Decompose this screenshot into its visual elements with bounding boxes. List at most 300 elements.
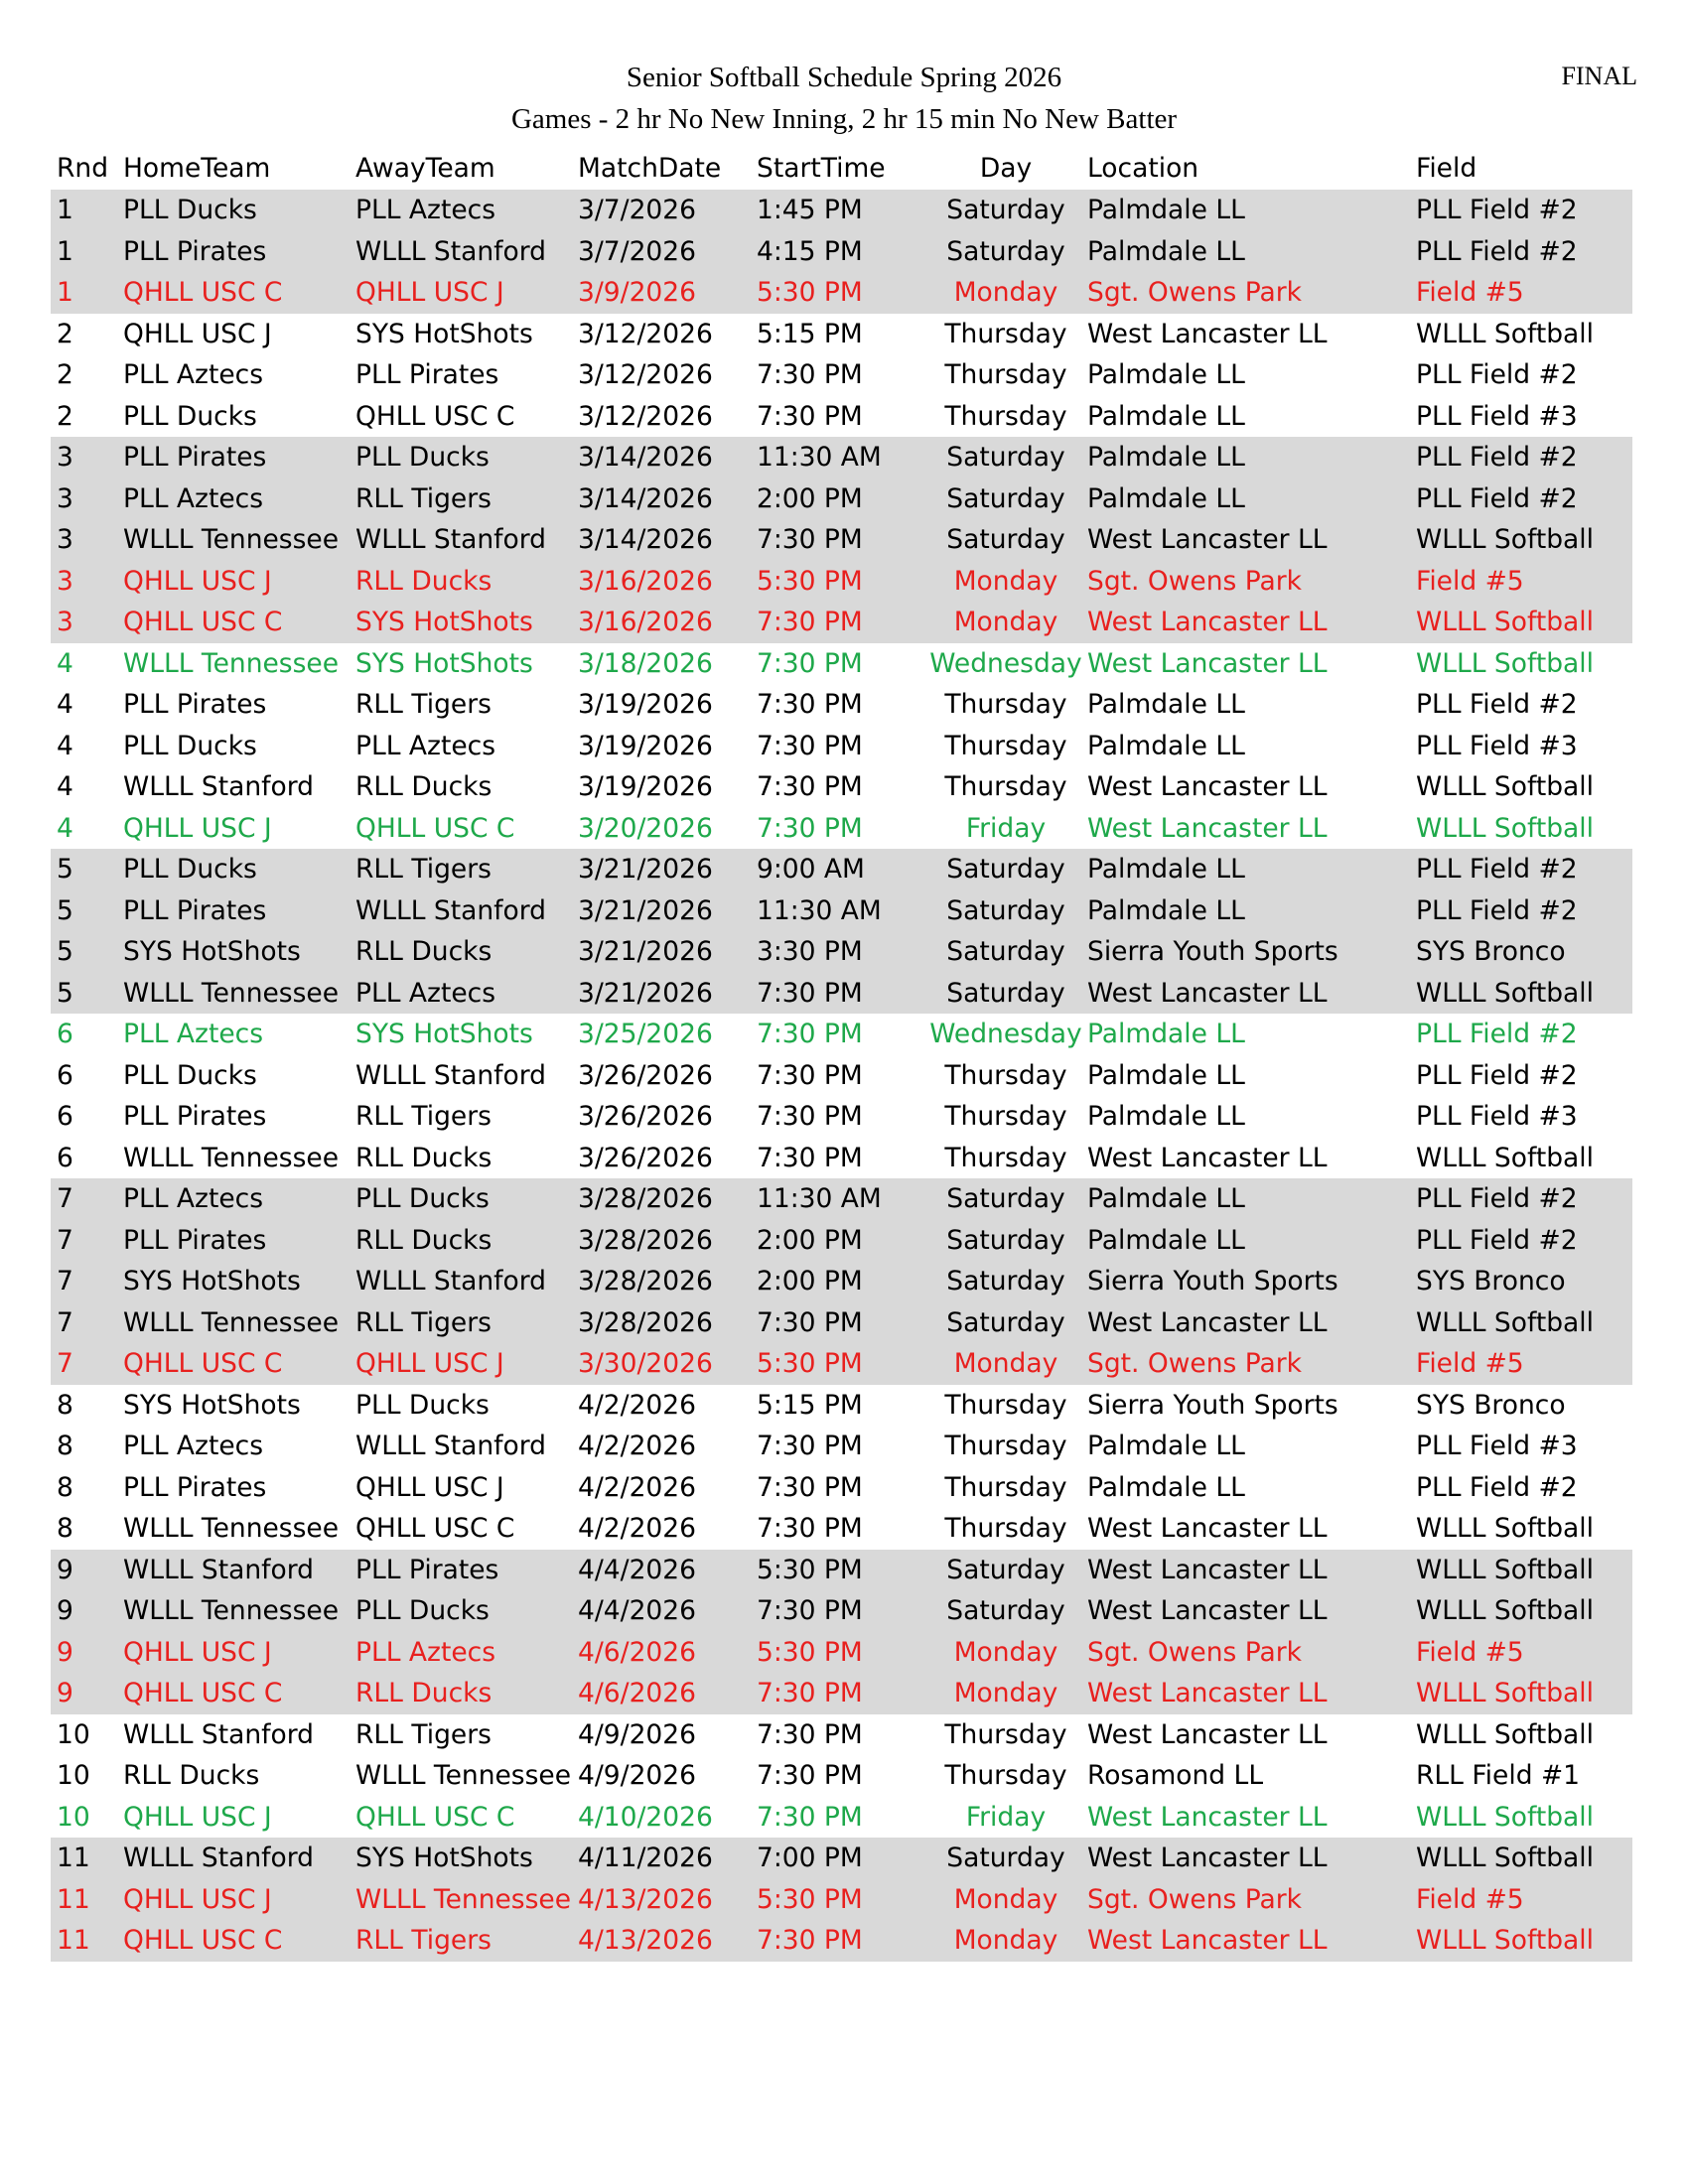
table-row — [51, 1178, 1632, 1220]
away-team-cell: WLLL Stanford — [355, 1059, 546, 1091]
round-cell: 4 — [57, 689, 73, 720]
start-time-cell: 1:45 PM — [757, 195, 863, 225]
day-cell: Monday — [953, 1348, 1058, 1379]
round-cell: 3 — [57, 482, 73, 514]
match-date-cell: 3/25/2026 — [578, 1019, 713, 1049]
location-cell: West Lancaster LL — [1087, 1554, 1328, 1585]
match-date-cell: 3/26/2026 — [578, 1059, 713, 1091]
start-time-cell: 7:30 PM — [757, 1101, 863, 1132]
day-cell: Thursday — [944, 689, 1067, 720]
match-date-cell: 4/2/2026 — [578, 1389, 697, 1421]
match-date-cell: 3/28/2026 — [578, 1306, 713, 1338]
location-cell: Sgt. Owens Park — [1087, 1883, 1303, 1915]
away-team-cell: QHLL USC C — [355, 1801, 515, 1833]
home-team-cell: WLLL Stanford — [123, 1718, 314, 1750]
round-cell: 9 — [57, 1595, 73, 1626]
table-row — [51, 272, 1632, 314]
day-cell: Saturday — [946, 482, 1065, 514]
day-cell: Saturday — [946, 1266, 1065, 1297]
field-cell: WLLL Softball — [1416, 1678, 1594, 1708]
away-team-cell: PLL Pirates — [355, 359, 499, 390]
table-row — [51, 1343, 1632, 1385]
start-time-cell: 7:30 PM — [757, 1718, 863, 1750]
home-team-cell: PLL Pirates — [123, 894, 267, 926]
away-team-cell: RLL Tigers — [355, 1925, 492, 1956]
round-cell: 7 — [57, 1224, 73, 1256]
field-cell: SYS Bronco — [1416, 1266, 1566, 1297]
location-cell: Palmdale LL — [1087, 1431, 1245, 1461]
home-team-cell: WLLL Tennessee — [123, 1595, 340, 1626]
start-time-cell: 3:30 PM — [757, 936, 863, 967]
start-time-cell: 5:30 PM — [757, 1348, 863, 1379]
location-cell: West Lancaster LL — [1087, 607, 1328, 637]
table-row — [51, 1508, 1632, 1550]
match-date-cell: 3/18/2026 — [578, 647, 713, 679]
field-cell: WLLL Softball — [1416, 1843, 1594, 1873]
table-row — [51, 1385, 1632, 1427]
day-cell: Friday — [965, 812, 1047, 844]
table-row — [51, 643, 1632, 685]
away-team-cell: SYS HotShots — [355, 1019, 533, 1049]
location-cell: Sgt. Owens Park — [1087, 1348, 1303, 1379]
start-time-cell: 7:30 PM — [757, 524, 863, 555]
away-team-cell: QHLL USC J — [355, 1348, 504, 1379]
day-cell: Thursday — [944, 1142, 1067, 1173]
match-date-cell: 4/10/2026 — [578, 1801, 713, 1833]
round-cell: 3 — [57, 607, 73, 637]
home-team-cell: WLLL Tennessee — [123, 647, 340, 679]
field-cell: Field #5 — [1416, 1636, 1524, 1668]
match-date-cell: 3/19/2026 — [578, 689, 713, 720]
home-team-cell: SYS HotShots — [123, 1266, 301, 1297]
home-team-cell: WLLL Tennessee — [123, 1306, 340, 1338]
table-row — [51, 602, 1632, 643]
location-cell: Palmdale LL — [1087, 195, 1245, 225]
away-team-cell: RLL Tigers — [355, 1101, 492, 1132]
location-cell: West Lancaster LL — [1087, 1678, 1328, 1708]
match-date-cell: 3/28/2026 — [578, 1266, 713, 1297]
day-cell: Monday — [953, 1925, 1058, 1956]
location-cell: West Lancaster LL — [1087, 1142, 1328, 1173]
start-time-cell: 7:30 PM — [757, 1760, 863, 1791]
start-time-cell: 7:30 PM — [757, 359, 863, 390]
location-cell: Palmdale LL — [1087, 442, 1245, 473]
field-cell: PLL Field #2 — [1416, 482, 1578, 514]
day-cell: Monday — [953, 1678, 1058, 1708]
home-team-cell: QHLL USC J — [123, 1801, 272, 1833]
location-cell: Palmdale LL — [1087, 1019, 1245, 1049]
home-team-cell: PLL Ducks — [123, 195, 257, 225]
match-date-cell: 3/12/2026 — [578, 400, 713, 432]
table-row — [51, 314, 1632, 355]
start-time-cell: 7:30 PM — [757, 1059, 863, 1091]
start-time-cell: 5:30 PM — [757, 1883, 863, 1915]
start-time-cell: 11:30 AM — [757, 894, 882, 926]
round-cell: 6 — [57, 1059, 73, 1091]
field-cell: WLLL Softball — [1416, 1718, 1594, 1750]
location-cell: Palmdale LL — [1087, 1224, 1245, 1256]
table-row — [51, 1755, 1632, 1797]
start-time-cell: 5:30 PM — [757, 565, 863, 597]
field-cell: RLL Field #1 — [1416, 1760, 1581, 1791]
field-cell: Field #5 — [1416, 277, 1524, 308]
home-team-cell: QHLL USC C — [123, 1925, 283, 1956]
home-team-cell: RLL Ducks — [123, 1760, 260, 1791]
table-row — [51, 437, 1632, 478]
round-cell: 6 — [57, 1142, 73, 1173]
table-row — [51, 1714, 1632, 1756]
match-date-cell: 3/26/2026 — [578, 1142, 713, 1173]
start-time-cell: 7:30 PM — [757, 647, 863, 679]
round-cell: 6 — [57, 1101, 73, 1132]
away-team-cell: PLL Aztecs — [355, 730, 496, 761]
location-cell: Palmdale LL — [1087, 400, 1245, 432]
round-cell: 5 — [57, 894, 73, 926]
home-team-cell: PLL Pirates — [123, 1101, 267, 1132]
day-cell: Thursday — [944, 318, 1067, 349]
table-row — [51, 1302, 1632, 1344]
match-date-cell: 4/13/2026 — [578, 1925, 713, 1956]
field-cell: WLLL Softball — [1416, 1513, 1594, 1544]
round-cell: 7 — [57, 1183, 73, 1214]
away-team-cell: PLL Aztecs — [355, 1636, 496, 1668]
day-cell: Monday — [953, 1883, 1058, 1915]
away-team-cell: WLLL Stanford — [355, 894, 546, 926]
location-cell: Palmdale LL — [1087, 359, 1245, 390]
field-cell: PLL Field #2 — [1416, 442, 1578, 473]
day-cell: Friday — [965, 1801, 1047, 1833]
table-row — [51, 231, 1632, 273]
away-team-cell: QHLL USC C — [355, 812, 515, 844]
away-team-cell: QHLL USC J — [355, 1471, 504, 1503]
day-cell: Saturday — [946, 936, 1065, 967]
round-cell: 7 — [57, 1348, 73, 1379]
home-team-cell: PLL Pirates — [123, 689, 267, 720]
field-cell: PLL Field #2 — [1416, 1059, 1578, 1091]
match-date-cell: 3/19/2026 — [578, 730, 713, 761]
field-cell: WLLL Softball — [1416, 647, 1594, 679]
home-team-cell: PLL Ducks — [123, 730, 257, 761]
location-cell: Sgt. Owens Park — [1087, 277, 1303, 308]
field-cell: WLLL Softball — [1416, 1801, 1594, 1833]
match-date-cell: 3/21/2026 — [578, 936, 713, 967]
table-row — [51, 1673, 1632, 1714]
column-header-field: Field — [1416, 153, 1477, 184]
day-cell: Saturday — [946, 235, 1065, 267]
table-row — [51, 478, 1632, 520]
day-cell: Thursday — [944, 1389, 1067, 1421]
away-team-cell: WLLL Stanford — [355, 235, 546, 267]
field-cell: PLL Field #3 — [1416, 730, 1578, 761]
start-time-cell: 4:15 PM — [757, 235, 863, 267]
match-date-cell: 4/2/2026 — [578, 1471, 697, 1503]
home-team-cell: WLLL Tennessee — [123, 1142, 340, 1173]
field-cell: PLL Field #2 — [1416, 1471, 1578, 1503]
round-cell: 3 — [57, 565, 73, 597]
match-date-cell: 3/21/2026 — [578, 977, 713, 1009]
location-cell: West Lancaster LL — [1087, 1718, 1328, 1750]
home-team-cell: SYS HotShots — [123, 1389, 301, 1421]
match-date-cell: 3/30/2026 — [578, 1348, 713, 1379]
home-team-cell: PLL Ducks — [123, 854, 257, 885]
away-team-cell: WLLL Tennessee — [355, 1760, 572, 1791]
location-cell: Palmdale LL — [1087, 894, 1245, 926]
day-cell: Thursday — [944, 359, 1067, 390]
away-team-cell: RLL Tigers — [355, 1306, 492, 1338]
day-cell: Monday — [953, 1636, 1058, 1668]
day-cell: Thursday — [944, 771, 1067, 802]
home-team-cell: PLL Aztecs — [123, 1019, 264, 1049]
away-team-cell: PLL Ducks — [355, 1389, 490, 1421]
start-time-cell: 7:30 PM — [757, 1019, 863, 1049]
match-date-cell: 3/14/2026 — [578, 442, 713, 473]
column-header-start-time: StartTime — [757, 153, 886, 184]
start-time-cell: 7:30 PM — [757, 1513, 863, 1544]
location-cell: Palmdale LL — [1087, 1471, 1245, 1503]
table-row — [51, 1879, 1632, 1921]
field-cell: PLL Field #3 — [1416, 1431, 1578, 1461]
start-time-cell: 7:30 PM — [757, 1925, 863, 1956]
home-team-cell: PLL Aztecs — [123, 1183, 264, 1214]
table-row — [51, 1261, 1632, 1302]
day-cell: Thursday — [944, 1471, 1067, 1503]
home-team-cell: QHLL USC C — [123, 1348, 283, 1379]
match-date-cell: 3/21/2026 — [578, 854, 713, 885]
round-cell: 9 — [57, 1678, 73, 1708]
away-team-cell: RLL Ducks — [355, 771, 492, 802]
away-team-cell: PLL Ducks — [355, 1595, 490, 1626]
table-row — [51, 931, 1632, 973]
day-cell: Thursday — [944, 1718, 1067, 1750]
table-row — [51, 808, 1632, 850]
day-cell: Saturday — [946, 1183, 1065, 1214]
match-date-cell: 4/4/2026 — [578, 1554, 697, 1585]
home-team-cell: PLL Aztecs — [123, 359, 264, 390]
location-cell: West Lancaster LL — [1087, 1843, 1328, 1873]
table-row — [51, 1632, 1632, 1674]
field-cell: WLLL Softball — [1416, 607, 1594, 637]
table-row — [51, 1138, 1632, 1179]
table-row — [51, 1426, 1632, 1467]
day-cell: Thursday — [944, 730, 1067, 761]
location-cell: West Lancaster LL — [1087, 977, 1328, 1009]
table-row — [51, 1590, 1632, 1632]
home-team-cell: QHLL USC J — [123, 565, 272, 597]
round-cell: 2 — [57, 318, 73, 349]
table-row — [51, 1467, 1632, 1509]
home-team-cell: QHLL USC J — [123, 812, 272, 844]
start-time-cell: 7:30 PM — [757, 812, 863, 844]
location-cell: Sgt. Owens Park — [1087, 1636, 1303, 1668]
home-team-cell: PLL Aztecs — [123, 482, 264, 514]
match-date-cell: 4/2/2026 — [578, 1431, 697, 1461]
away-team-cell: QHLL USC C — [355, 1513, 515, 1544]
field-cell: WLLL Softball — [1416, 1925, 1594, 1956]
location-cell: West Lancaster LL — [1087, 1801, 1328, 1833]
table-row — [51, 684, 1632, 726]
round-cell: 9 — [57, 1554, 73, 1585]
round-cell: 11 — [57, 1925, 90, 1956]
day-cell: Thursday — [944, 1101, 1067, 1132]
day-cell: Saturday — [946, 1595, 1065, 1626]
location-cell: West Lancaster LL — [1087, 1925, 1328, 1956]
table-row — [51, 396, 1632, 438]
away-team-cell: PLL Ducks — [355, 1183, 490, 1214]
match-date-cell: 3/14/2026 — [578, 482, 713, 514]
round-cell: 3 — [57, 442, 73, 473]
day-cell: Saturday — [946, 195, 1065, 225]
field-cell: PLL Field #2 — [1416, 1224, 1578, 1256]
page-subtitle: Games - 2 hr No New Inning, 2 hr 15 min No New Batter — [510, 103, 1178, 135]
start-time-cell: 7:30 PM — [757, 771, 863, 802]
round-cell: 1 — [57, 195, 73, 225]
away-team-cell: SYS HotShots — [355, 647, 533, 679]
field-cell: WLLL Softball — [1416, 1554, 1594, 1585]
location-cell: Palmdale LL — [1087, 689, 1245, 720]
away-team-cell: PLL Aztecs — [355, 195, 496, 225]
field-cell: SYS Bronco — [1416, 1389, 1566, 1421]
day-cell: Wednesday — [929, 1019, 1082, 1049]
away-team-cell: RLL Tigers — [355, 482, 492, 514]
table-row — [51, 766, 1632, 808]
match-date-cell: 3/16/2026 — [578, 565, 713, 597]
home-team-cell: PLL Ducks — [123, 1059, 257, 1091]
match-date-cell: 3/12/2026 — [578, 359, 713, 390]
match-date-cell: 3/21/2026 — [578, 894, 713, 926]
start-time-cell: 7:30 PM — [757, 1306, 863, 1338]
match-date-cell: 3/28/2026 — [578, 1183, 713, 1214]
round-cell: 11 — [57, 1883, 90, 1915]
location-cell: West Lancaster LL — [1087, 318, 1328, 349]
home-team-cell: PLL Pirates — [123, 442, 267, 473]
day-cell: Thursday — [944, 1431, 1067, 1461]
home-team-cell: WLLL Stanford — [123, 1843, 314, 1873]
field-cell: WLLL Softball — [1416, 318, 1594, 349]
away-team-cell: WLLL Stanford — [355, 524, 546, 555]
location-cell: Palmdale LL — [1087, 854, 1245, 885]
away-team-cell: RLL Ducks — [355, 565, 492, 597]
away-team-cell: QHLL USC J — [355, 277, 504, 308]
day-cell: Saturday — [946, 977, 1065, 1009]
home-team-cell: PLL Aztecs — [123, 1431, 264, 1461]
match-date-cell: 3/7/2026 — [578, 235, 697, 267]
round-cell: 10 — [57, 1801, 90, 1833]
field-cell: SYS Bronco — [1416, 936, 1566, 967]
table-row — [51, 1550, 1632, 1591]
location-cell: Palmdale LL — [1087, 1059, 1245, 1091]
round-cell: 8 — [57, 1389, 73, 1421]
start-time-cell: 5:30 PM — [757, 1554, 863, 1585]
start-time-cell: 7:30 PM — [757, 1431, 863, 1461]
start-time-cell: 7:30 PM — [757, 1678, 863, 1708]
round-cell: 4 — [57, 730, 73, 761]
field-cell: PLL Field #2 — [1416, 235, 1578, 267]
round-cell: 7 — [57, 1266, 73, 1297]
day-cell: Monday — [953, 277, 1058, 308]
table-row — [51, 849, 1632, 890]
home-team-cell: WLLL Tennessee — [123, 524, 340, 555]
home-team-cell: QHLL USC C — [123, 607, 283, 637]
round-cell: 4 — [57, 647, 73, 679]
home-team-cell: PLL Pirates — [123, 1224, 267, 1256]
round-cell: 5 — [57, 977, 73, 1009]
round-cell: 8 — [57, 1471, 73, 1503]
table-row — [51, 1014, 1632, 1055]
away-team-cell: RLL Ducks — [355, 1142, 492, 1173]
home-team-cell: WLLL Tennessee — [123, 1513, 340, 1544]
field-cell: PLL Field #3 — [1416, 1101, 1578, 1132]
field-cell: WLLL Softball — [1416, 524, 1594, 555]
field-cell: PLL Field #2 — [1416, 359, 1578, 390]
match-date-cell: 4/9/2026 — [578, 1760, 697, 1791]
round-cell: 8 — [57, 1513, 73, 1544]
field-cell: WLLL Softball — [1416, 1595, 1594, 1626]
round-cell: 10 — [57, 1760, 90, 1791]
home-team-cell: QHLL USC J — [123, 318, 272, 349]
location-cell: Rosamond LL — [1087, 1760, 1264, 1791]
field-cell: WLLL Softball — [1416, 977, 1594, 1009]
location-cell: West Lancaster LL — [1087, 524, 1328, 555]
table-row — [51, 1220, 1632, 1262]
column-header-day: Day — [979, 153, 1033, 184]
table-row — [51, 354, 1632, 396]
away-team-cell: SYS HotShots — [355, 607, 533, 637]
table-row — [51, 890, 1632, 932]
away-team-cell: WLLL Stanford — [355, 1266, 546, 1297]
start-time-cell: 11:30 AM — [757, 1183, 882, 1214]
away-team-cell: RLL Ducks — [355, 936, 492, 967]
match-date-cell: 3/20/2026 — [578, 812, 713, 844]
field-cell: WLLL Softball — [1416, 1306, 1594, 1338]
table-row — [51, 1797, 1632, 1839]
round-cell: 8 — [57, 1431, 73, 1461]
away-team-cell: PLL Ducks — [355, 442, 490, 473]
round-cell: 4 — [57, 812, 73, 844]
round-cell: 2 — [57, 400, 73, 432]
match-date-cell: 4/6/2026 — [578, 1636, 697, 1668]
match-date-cell: 3/19/2026 — [578, 771, 713, 802]
round-cell: 6 — [57, 1019, 73, 1049]
day-cell: Thursday — [944, 400, 1067, 432]
start-time-cell: 7:30 PM — [757, 607, 863, 637]
home-team-cell: PLL Ducks — [123, 400, 257, 432]
round-cell: 3 — [57, 524, 73, 555]
home-team-cell: WLLL Stanford — [123, 1554, 314, 1585]
location-cell: West Lancaster LL — [1087, 647, 1328, 679]
day-cell: Saturday — [946, 894, 1065, 926]
day-cell: Saturday — [946, 1224, 1065, 1256]
column-header-home-team: HomeTeam — [123, 153, 271, 184]
home-team-cell: WLLL Stanford — [123, 771, 314, 802]
location-cell: Palmdale LL — [1087, 1183, 1245, 1214]
location-cell: West Lancaster LL — [1087, 771, 1328, 802]
home-team-cell: QHLL USC C — [123, 1678, 283, 1708]
start-time-cell: 2:00 PM — [757, 482, 863, 514]
away-team-cell: PLL Pirates — [355, 1554, 499, 1585]
table-row — [51, 726, 1632, 767]
match-date-cell: 3/9/2026 — [578, 277, 697, 308]
table-row — [51, 1096, 1632, 1138]
start-time-cell: 7:30 PM — [757, 977, 863, 1009]
table-row — [51, 1055, 1632, 1097]
column-header-match-date: MatchDate — [578, 153, 722, 184]
away-team-cell: RLL Tigers — [355, 854, 492, 885]
match-date-cell: 3/16/2026 — [578, 607, 713, 637]
home-team-cell: QHLL USC J — [123, 1636, 272, 1668]
field-cell: PLL Field #2 — [1416, 689, 1578, 720]
day-cell: Saturday — [946, 854, 1065, 885]
day-cell: Thursday — [944, 1760, 1067, 1791]
